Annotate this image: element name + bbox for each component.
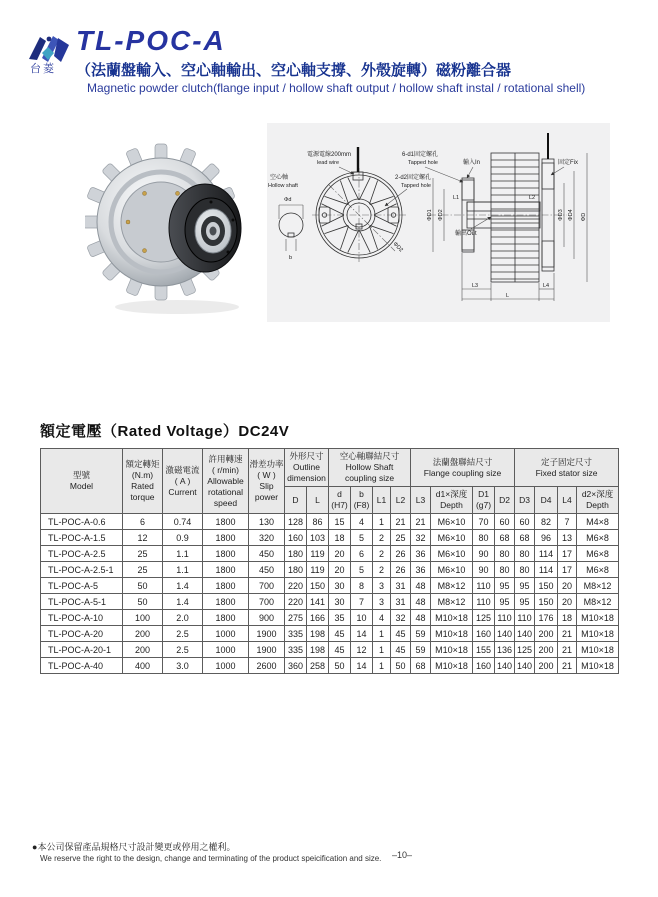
- spec-cell: 1000: [203, 658, 249, 674]
- column-subheader: D: [285, 487, 307, 514]
- spec-cell: 2.5: [163, 642, 203, 658]
- spec-cell: 12: [351, 642, 373, 658]
- spec-cell: 13: [558, 530, 577, 546]
- column-subheader: L4: [558, 487, 577, 514]
- spec-cell: 1800: [203, 530, 249, 546]
- spec-cell: 125: [473, 610, 495, 626]
- spec-cell: 150: [535, 578, 558, 594]
- spec-cell: 50: [391, 658, 411, 674]
- spec-cell: 30: [329, 594, 351, 610]
- spec-cell: 80: [495, 562, 515, 578]
- spec-cell: 198: [307, 642, 329, 658]
- dimension-drawing: [267, 123, 610, 322]
- spec-cell: M10×18: [431, 610, 473, 626]
- spec-cell: 35: [329, 610, 351, 626]
- spec-cell: 21: [558, 642, 577, 658]
- footer-note-english: We reserve the right to the design, change and terminating of the product speicification and size.: [40, 854, 382, 863]
- spec-cell: 1000: [203, 642, 249, 658]
- spec-section: [40, 420, 620, 674]
- group-header-row: [41, 449, 619, 487]
- spec-cell: 176: [535, 610, 558, 626]
- spec-cell: 21: [558, 658, 577, 674]
- spec-cell: 2: [373, 530, 391, 546]
- spec-cell: 130: [249, 514, 285, 530]
- table-row: [41, 562, 619, 578]
- spec-cell: M4×8: [577, 514, 619, 530]
- spec-cell: 140: [495, 626, 515, 642]
- spec-cell: M10×18: [577, 610, 619, 626]
- dim-phi-d4: ΦD4: [568, 209, 574, 221]
- spec-cell: 25: [123, 546, 163, 562]
- spec-cell: 1.1: [163, 562, 203, 578]
- input-label: 輸入In: [463, 160, 481, 166]
- spec-cell: 450: [249, 562, 285, 578]
- output-label: 輸出Out: [455, 231, 477, 237]
- spec-cell: 68: [515, 530, 535, 546]
- spec-cell: M8×12: [431, 578, 473, 594]
- spec-cell: 110: [473, 594, 495, 610]
- dim-l3: L3: [472, 283, 479, 289]
- spec-cell: M6×8: [577, 530, 619, 546]
- spec-cell: 68: [411, 658, 431, 674]
- dim-phi-d1: ΦD1: [427, 209, 433, 221]
- hollow-shaft-label-zh: 空心軸: [270, 175, 289, 181]
- spec-cell: 6: [351, 546, 373, 562]
- column-subheader: L1: [373, 487, 391, 514]
- spec-cell: 90: [473, 562, 495, 578]
- spec-cell: 7: [558, 514, 577, 530]
- spec-cell: 1.4: [163, 594, 203, 610]
- spec-cell: 32: [391, 610, 411, 626]
- spec-cell: 5: [351, 530, 373, 546]
- table-row: [41, 578, 619, 594]
- spec-cell: M6×10: [431, 562, 473, 578]
- spec-cell: 95: [515, 594, 535, 610]
- footer-note-chinese: ●本公司保留產品規格尺寸設計變更或停用之權利。: [32, 842, 236, 852]
- spec-cell: 2: [373, 546, 391, 562]
- spec-cell: 1800: [203, 610, 249, 626]
- dim-phi-d2: ΦD2: [438, 209, 444, 221]
- spec-cell: 150: [535, 594, 558, 610]
- spec-cell: 30: [329, 578, 351, 594]
- spec-cell: 0.9: [163, 530, 203, 546]
- model-cell: TL-POC-A-5-1: [41, 594, 123, 610]
- dim-l1: L1: [453, 195, 460, 201]
- dim-phi-d2-diagonal: ΦD2: [391, 241, 404, 254]
- tapped-hole-6-label-en: Tapped hole: [408, 160, 438, 166]
- spec-table: [40, 448, 619, 674]
- spec-cell: 220: [285, 594, 307, 610]
- model-cell: TL-POC-A-40: [41, 658, 123, 674]
- spec-cell: 900: [249, 610, 285, 626]
- model-cell: TL-POC-A-10: [41, 610, 123, 626]
- spec-cell: 335: [285, 642, 307, 658]
- spec-cell: 125: [515, 642, 535, 658]
- spec-cell: 36: [411, 562, 431, 578]
- column-subheader: L: [307, 487, 329, 514]
- group-header-stator: 定子固定尺寸 Fixed stator size: [515, 449, 619, 487]
- spec-cell: 25: [123, 562, 163, 578]
- spec-cell: 4: [351, 514, 373, 530]
- fix-label: 固定Fix: [558, 160, 578, 166]
- spec-cell: 700: [249, 594, 285, 610]
- spec-cell: 80: [515, 562, 535, 578]
- dim-phi-d-outer: ΦD: [581, 212, 587, 222]
- table-row: [41, 658, 619, 674]
- column-header-model: 型號 Model: [41, 449, 123, 514]
- spec-cell: 200: [535, 642, 558, 658]
- spec-cell: M8×12: [431, 594, 473, 610]
- spec-cell: 140: [495, 658, 515, 674]
- spec-cell: 110: [495, 610, 515, 626]
- spec-cell: 17: [558, 546, 577, 562]
- spec-cell: 1800: [203, 594, 249, 610]
- spec-cell: 198: [307, 626, 329, 642]
- spec-cell: 1000: [203, 626, 249, 642]
- page-number: –10–: [392, 850, 413, 860]
- spec-cell: 50: [123, 594, 163, 610]
- model-cell: TL-POC-A-1.5: [41, 530, 123, 546]
- spec-cell: M6×8: [577, 562, 619, 578]
- spec-cell: 160: [285, 530, 307, 546]
- tapped-hole-2-label-en: Tapped hole: [401, 183, 431, 189]
- spec-cell: M10×18: [577, 658, 619, 674]
- spec-cell: 275: [285, 610, 307, 626]
- table-row: [41, 626, 619, 642]
- spec-cell: 60: [515, 514, 535, 530]
- spec-cell: M6×10: [431, 530, 473, 546]
- spec-cell: 20: [558, 594, 577, 610]
- spec-cell: 20: [558, 578, 577, 594]
- dim-l4: L4: [543, 283, 550, 289]
- spec-cell: 220: [285, 578, 307, 594]
- spec-cell: 1900: [249, 626, 285, 642]
- spec-cell: 26: [391, 546, 411, 562]
- column-subheader: D2: [495, 487, 515, 514]
- spec-cell: 1800: [203, 562, 249, 578]
- spec-cell: 1.1: [163, 546, 203, 562]
- spec-cell: 360: [285, 658, 307, 674]
- spec-cell: 700: [249, 578, 285, 594]
- spec-cell: 60: [495, 514, 515, 530]
- footer-note: [32, 840, 381, 863]
- lead-wire-label-en: lead wire: [317, 160, 340, 166]
- model-cell: TL-POC-A-5: [41, 578, 123, 594]
- column-subheader: L3: [411, 487, 431, 514]
- table-row: [41, 610, 619, 626]
- spec-cell: 160: [473, 658, 495, 674]
- spec-cell: 119: [307, 562, 329, 578]
- spec-cell: 59: [411, 642, 431, 658]
- spec-cell: 68: [495, 530, 515, 546]
- spec-cell: 1: [373, 514, 391, 530]
- column-subheader: d1×深度 Depth: [431, 487, 473, 514]
- spec-cell: 7: [351, 594, 373, 610]
- dim-phi-d: Φd: [284, 197, 292, 203]
- spec-cell: 1: [373, 658, 391, 674]
- spec-cell: 20: [329, 562, 351, 578]
- spec-cell: 80: [473, 530, 495, 546]
- spec-cell: 180: [285, 562, 307, 578]
- technical-drawing: [267, 123, 610, 322]
- spec-cell: 12: [123, 530, 163, 546]
- spec-cell: 48: [411, 578, 431, 594]
- spec-cell: 18: [329, 530, 351, 546]
- spec-cell: 110: [515, 610, 535, 626]
- spec-cell: 2600: [249, 658, 285, 674]
- spec-cell: 21: [558, 626, 577, 642]
- column-subheader: D4: [535, 487, 558, 514]
- spec-cell: 20: [329, 546, 351, 562]
- spec-cell: 155: [473, 642, 495, 658]
- spec-cell: 1: [373, 626, 391, 642]
- group-header-outline: 外形尺寸 Outline dimension: [285, 449, 329, 487]
- clutch-photo-illustration: [85, 130, 265, 320]
- spec-cell: 48: [411, 594, 431, 610]
- spec-cell: 160: [473, 626, 495, 642]
- spec-cell: 31: [391, 578, 411, 594]
- dim-l2: L2: [529, 195, 536, 201]
- spec-cell: M8×12: [577, 594, 619, 610]
- table-row: [41, 530, 619, 546]
- spec-cell: 3.0: [163, 658, 203, 674]
- spec-cell: 45: [329, 626, 351, 642]
- rated-voltage-title: 額定電壓（Rated Voltage）DC24V: [40, 423, 290, 440]
- spec-cell: M10×18: [431, 642, 473, 658]
- spec-cell: 5: [351, 562, 373, 578]
- spec-cell: M8×12: [577, 578, 619, 594]
- spec-cell: 80: [515, 546, 535, 562]
- spec-cell: 0.74: [163, 514, 203, 530]
- table-row: [41, 642, 619, 658]
- spec-cell: 258: [307, 658, 329, 674]
- spec-cell: 2.5: [163, 626, 203, 642]
- spec-cell: 80: [495, 546, 515, 562]
- spec-cell: 320: [249, 530, 285, 546]
- footer-note-zh-text: 本公司保留產品規格尺寸設計變更或停用之權利。: [37, 842, 236, 852]
- dim-phi-d3: ΦD3: [558, 209, 564, 221]
- spec-cell: 3: [373, 578, 391, 594]
- column-subheader: D3: [515, 487, 535, 514]
- spec-cell: 17: [558, 562, 577, 578]
- spec-cell: 31: [391, 594, 411, 610]
- spec-cell: 95: [495, 578, 515, 594]
- spec-cell: 140: [515, 626, 535, 642]
- column-subheader: L2: [391, 487, 411, 514]
- model-cell: TL-POC-A-0.6: [41, 514, 123, 530]
- spec-cell: 103: [307, 530, 329, 546]
- spec-cell: 14: [351, 626, 373, 642]
- spec-cell: 1900: [249, 642, 285, 658]
- page-title: TL-POC-A: [76, 25, 226, 56]
- spec-cell: 2.0: [163, 610, 203, 626]
- model-cell: TL-POC-A-20: [41, 626, 123, 642]
- table-row: [41, 546, 619, 562]
- spec-cell: 82: [535, 514, 558, 530]
- spec-cell: 10: [351, 610, 373, 626]
- spec-cell: M10×18: [577, 642, 619, 658]
- product-photo: [85, 130, 265, 320]
- spec-cell: 3: [373, 594, 391, 610]
- spec-cell: M6×10: [431, 546, 473, 562]
- spec-cell: 95: [495, 594, 515, 610]
- spec-cell: M10×18: [577, 626, 619, 642]
- spec-cell: M10×18: [431, 658, 473, 674]
- spec-cell: 14: [351, 658, 373, 674]
- column-header-current: 激磁電流 ( A ) Current: [163, 449, 203, 514]
- spec-cell: 50: [123, 578, 163, 594]
- spec-cell: 140: [515, 658, 535, 674]
- dim-b: b: [289, 255, 293, 261]
- table-row: [41, 514, 619, 530]
- spec-cell: 1800: [203, 514, 249, 530]
- spec-cell: 18: [558, 610, 577, 626]
- spec-cell: 128: [285, 514, 307, 530]
- spec-table-body: [41, 514, 619, 674]
- subtitle-english: Magnetic powder clutch(flange input / hollow shaft output / hollow shaft instal / rotational shell): [87, 81, 586, 95]
- lead-wire-label-zh: 電源電線200mm: [307, 152, 352, 158]
- spec-cell: 21: [391, 514, 411, 530]
- spec-cell: 50: [329, 658, 351, 674]
- spec-cell: 45: [391, 626, 411, 642]
- spec-cell: M6×8: [577, 546, 619, 562]
- spec-cell: 26: [391, 562, 411, 578]
- spec-cell: 95: [515, 578, 535, 594]
- column-header-torque: 額定轉矩 (N.m) Rated torque: [123, 449, 163, 514]
- spec-cell: 450: [249, 546, 285, 562]
- spec-cell: 1800: [203, 546, 249, 562]
- spec-cell: 200: [123, 626, 163, 642]
- spec-cell: 335: [285, 626, 307, 642]
- spec-cell: M10×18: [431, 626, 473, 642]
- spec-cell: 15: [329, 514, 351, 530]
- model-cell: TL-POC-A-20-1: [41, 642, 123, 658]
- spec-cell: 110: [473, 578, 495, 594]
- spec-cell: 200: [123, 642, 163, 658]
- spec-cell: 150: [307, 578, 329, 594]
- spec-cell: 32: [411, 530, 431, 546]
- group-header-flange: 法蘭盤聯結尺寸 Flange coupling size: [411, 449, 515, 487]
- brand-name: 台菱: [30, 63, 56, 75]
- spec-cell: 400: [123, 658, 163, 674]
- column-header-speed: 許用轉速 ( r/min) Allowable rotational speed: [203, 449, 249, 514]
- spec-cell: 200: [535, 658, 558, 674]
- spec-cell: 2: [373, 562, 391, 578]
- dim-l: L: [506, 293, 510, 299]
- spec-cell: 86: [307, 514, 329, 530]
- spec-cell: 8: [351, 578, 373, 594]
- spec-cell: 25: [391, 530, 411, 546]
- spec-cell: 114: [535, 562, 558, 578]
- spec-cell: 141: [307, 594, 329, 610]
- spec-cell: M6×10: [431, 514, 473, 530]
- spec-cell: 59: [411, 626, 431, 642]
- model-cell: TL-POC-A-2.5: [41, 546, 123, 562]
- column-subheader: d2×深度 Depth: [577, 487, 619, 514]
- spec-cell: 166: [307, 610, 329, 626]
- subtitle-chinese: （法蘭盤輸入、空心軸輸出、空心軸支撐、外殼旋轉）磁粉離合器: [76, 62, 512, 79]
- spec-cell: 180: [285, 546, 307, 562]
- spec-cell: 96: [535, 530, 558, 546]
- spec-cell: 1800: [203, 578, 249, 594]
- column-header-slip-power: 滑差功率 ( W ) Slip power: [249, 449, 285, 514]
- column-subheader: d (H7): [329, 487, 351, 514]
- table-row: [41, 594, 619, 610]
- spec-cell: 1: [373, 642, 391, 658]
- hollow-shaft-label-en: Hollow shaft: [268, 183, 298, 189]
- spec-cell: 4: [373, 610, 391, 626]
- spec-cell: 36: [411, 546, 431, 562]
- spec-cell: 100: [123, 610, 163, 626]
- spec-cell: 1.4: [163, 578, 203, 594]
- spec-cell: 136: [495, 642, 515, 658]
- tapped-hole-2-label-zh: 2-d2固定螺孔: [395, 175, 432, 181]
- spec-cell: 21: [411, 514, 431, 530]
- spec-cell: 6: [123, 514, 163, 530]
- model-cell: TL-POC-A-2.5-1: [41, 562, 123, 578]
- spec-cell: 200: [535, 626, 558, 642]
- spec-cell: 45: [329, 642, 351, 658]
- tapped-hole-6-label-zh: 6-d1固定螺孔: [402, 152, 439, 158]
- spec-cell: 45: [391, 642, 411, 658]
- spec-cell: 90: [473, 546, 495, 562]
- column-subheader: D1 (g7): [473, 487, 495, 514]
- spec-cell: 70: [473, 514, 495, 530]
- spec-cell: 48: [411, 610, 431, 626]
- group-header-hollow-shaft: 空心軸聯結尺寸 Hollow Shaft coupling size: [329, 449, 411, 487]
- spec-cell: 119: [307, 546, 329, 562]
- column-subheader: b (F8): [351, 487, 373, 514]
- spec-cell: 114: [535, 546, 558, 562]
